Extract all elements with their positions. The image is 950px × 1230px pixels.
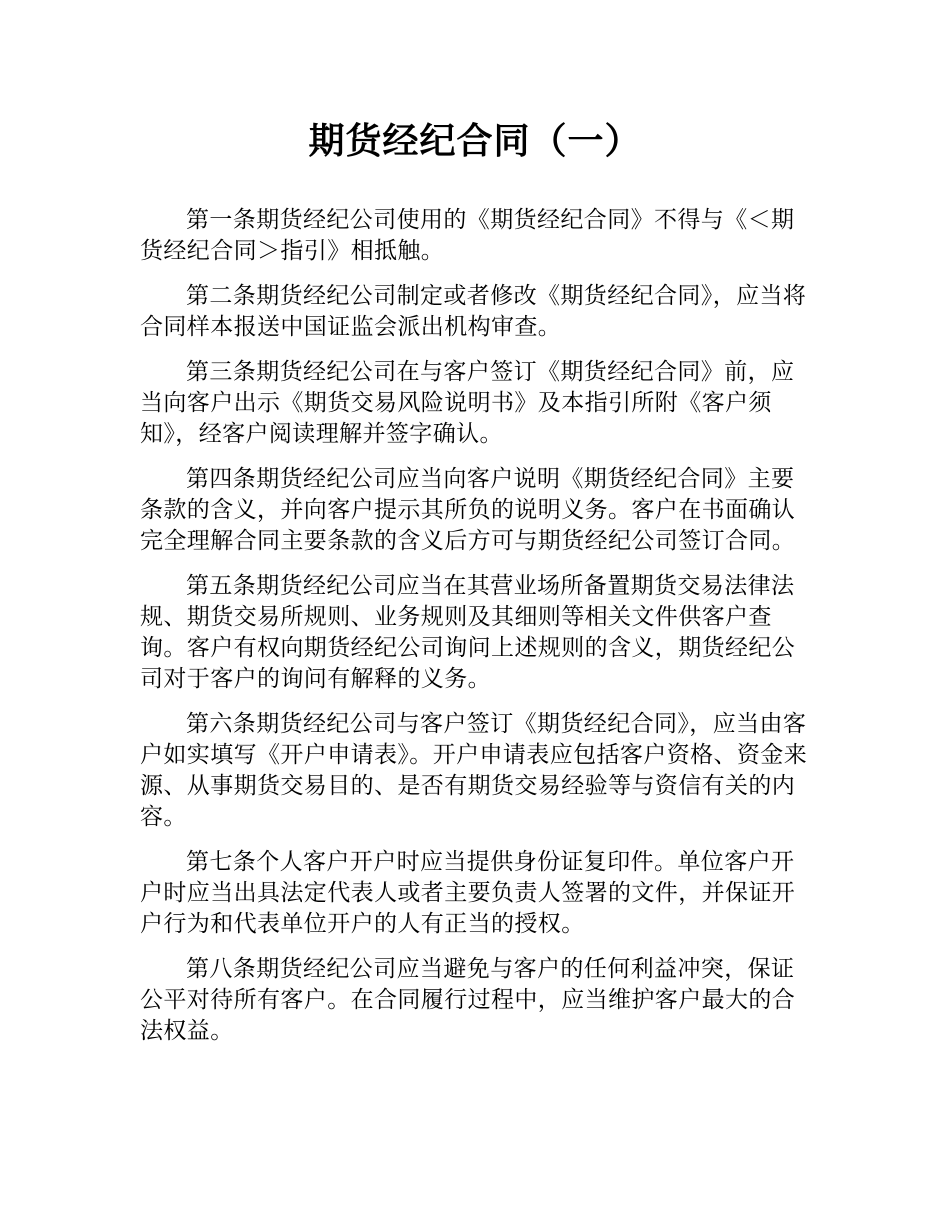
article-8-paragraph: 第八条期货经纪公司应当避免与客户的任何利益冲突，保证公平对待所有客户。在合同履行过程中，应当维护客户最大的合法权益。 bbox=[140, 956, 796, 1044]
article-3-paragraph: 第三条期货经纪公司在与客户签订《期货经纪合同》前，应当向客户出示《期货交易风险说明书》及本指引所附《客户须知》，经客户阅读理解并签字确认。 bbox=[140, 359, 795, 447]
article-7-paragraph: 第七条个人客户开户时应当提供身份证复印件。单位客户开户时应当出具法定代表人或者主要负责人签署的文件，并保证开户行为和代表单位开户的人有正当的授权。 bbox=[140, 849, 796, 937]
article-4-paragraph: 第四条期货经纪公司应当向客户说明《期货经纪合同》主要条款的含义，并向客户提示其所负的说明义务。客户在书面确认完全理解合同主要条款的含义后方可与期货经纪公司签订合同。 bbox=[140, 466, 796, 554]
article-6-paragraph: 第六条期货经纪公司与客户签订《期货经纪合同》，应当由客户如实填写《开户申请表》。开户申请表应包括客户资格、资金来源、从事期货交易目的、是否有期货交易经验等与资信有关的内容。 bbox=[140, 711, 808, 830]
article-2-paragraph: 第二条期货经纪公司制定或者修改《期货经纪合同》，应当将合同样本报送中国证监会派出机构审查。 bbox=[140, 283, 807, 340]
document-title: 期货经纪合同（一） bbox=[308, 121, 642, 162]
article-1-paragraph: 第一条期货经纪公司使用的《期货经纪合同》不得与《＜期货经纪合同＞指引》相抵触。 bbox=[140, 207, 795, 264]
article-5-paragraph: 第五条期货经纪公司应当在其营业场所备置期货交易法律法规、期货交易所规则、业务规则及其细则等相关文件供客户查询。客户有权向期货经纪公司询问上述规则的含义，期货经纪公司对于客户的询问有解释的义务。 bbox=[140, 573, 796, 692]
document-body bbox=[140, 205, 810, 1061]
